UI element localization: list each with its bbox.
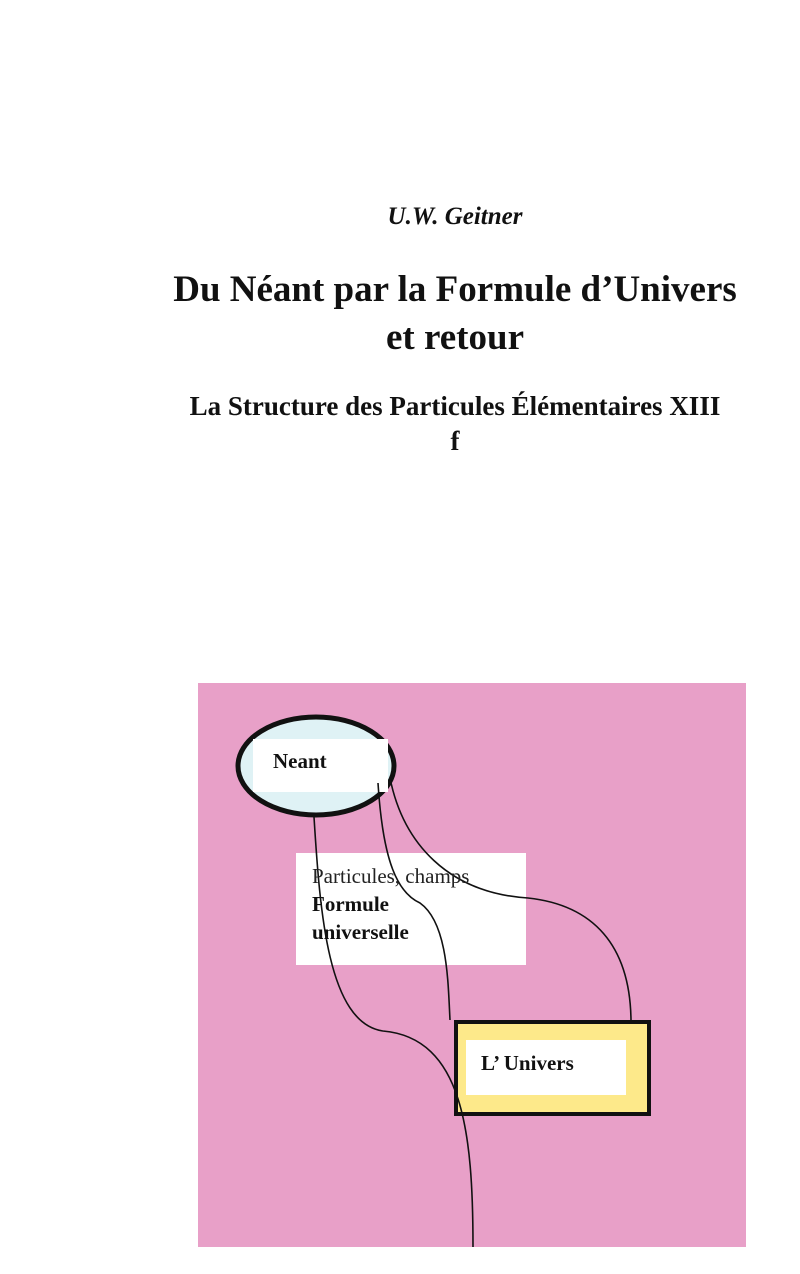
neant-label: Neant — [273, 749, 327, 773]
author-name: U.W. Geitner — [387, 203, 523, 230]
subtitle-line-1: La Structure des Particules Élémentaires XIII — [189, 391, 721, 421]
info-line-universal: universelle — [312, 920, 409, 944]
cover-illustration — [198, 683, 746, 1247]
info-line-particles: Particules, champs — [312, 864, 470, 888]
info-text — [312, 862, 469, 946]
book-subtitle — [110, 389, 800, 459]
title-line-2: et retour — [386, 317, 524, 358]
book-title — [100, 266, 800, 362]
title-line-1: Du Néant par la Formule d’Univers — [173, 269, 737, 310]
univers-label: L’ Univers — [481, 1051, 574, 1075]
info-line-formula: Formule — [312, 892, 389, 916]
subtitle-line-2: f — [450, 426, 460, 456]
